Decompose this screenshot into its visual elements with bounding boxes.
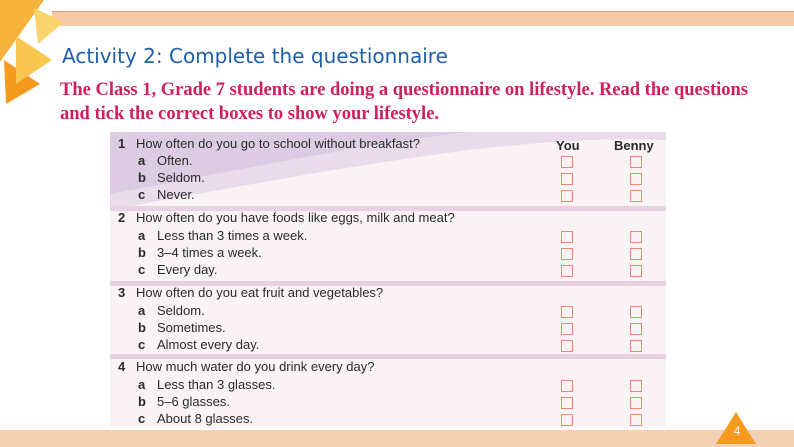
- question-number: 4: [118, 359, 126, 374]
- checkbox-you-2c[interactable]: [561, 265, 573, 277]
- question-3-text: [118, 285, 383, 300]
- checkbox-benny-1a[interactable]: [630, 156, 642, 168]
- option-letter: c: [138, 187, 146, 202]
- option-text: Often.: [157, 153, 193, 168]
- option-text: Seldom.: [157, 303, 205, 318]
- option-letter: c: [138, 411, 146, 426]
- checkbox-you-1a[interactable]: [561, 156, 573, 168]
- option-text: Every day.: [157, 262, 218, 277]
- checkbox-benny-4a[interactable]: [630, 380, 642, 392]
- question-number: 2: [118, 210, 126, 225]
- checkbox-benny-1b[interactable]: [630, 173, 642, 185]
- option-letter: b: [138, 320, 146, 335]
- checkbox-you-2b[interactable]: [561, 248, 573, 260]
- checkbox-you-1c[interactable]: [561, 190, 573, 202]
- option-2b: [138, 245, 262, 260]
- checkbox-benny-4c[interactable]: [630, 414, 642, 426]
- checkbox-you-3c[interactable]: [561, 340, 573, 352]
- question-1-text: [118, 136, 420, 151]
- page-number: 4: [733, 424, 741, 438]
- option-1c: [138, 187, 195, 202]
- option-1b: [138, 170, 205, 185]
- question-2-text: [118, 210, 455, 225]
- checkbox-you-4b[interactable]: [561, 397, 573, 409]
- option-letter: a: [138, 303, 146, 318]
- checkbox-benny-2b[interactable]: [630, 248, 642, 260]
- option-4c: [138, 411, 253, 426]
- option-3b: [138, 320, 226, 335]
- intro-text: The Class 1, Grade 7 students are doing a questionnaire on lifestyle. Read the questions and tick the correct boxes to show your lifestyle.: [60, 80, 748, 124]
- option-letter: a: [138, 377, 146, 392]
- column-header-you: You: [556, 138, 580, 153]
- option-text: Never.: [157, 187, 195, 202]
- option-text: 3–4 times a week.: [157, 245, 262, 260]
- option-text: Less than 3 glasses.: [157, 377, 276, 392]
- checkbox-you-4a[interactable]: [561, 380, 573, 392]
- checkbox-you-4c[interactable]: [561, 414, 573, 426]
- option-letter: c: [138, 337, 146, 352]
- header-bar: [52, 12, 794, 26]
- footer-bar: [0, 430, 794, 447]
- checkbox-benny-3c[interactable]: [630, 340, 642, 352]
- option-text: Less than 3 times a week.: [157, 228, 308, 243]
- option-4b: [138, 394, 230, 409]
- option-text: Almost every day.: [157, 337, 260, 352]
- question-prompt: How often do you eat fruit and vegetables?: [136, 285, 384, 300]
- option-letter: b: [138, 245, 146, 260]
- option-1a: [138, 153, 192, 168]
- question-prompt: How often do you have foods like eggs, milk and meat?: [136, 210, 455, 225]
- option-letter: a: [138, 153, 146, 168]
- checkbox-benny-3a[interactable]: [630, 306, 642, 318]
- option-2c: [138, 262, 217, 277]
- option-letter: c: [138, 262, 146, 277]
- option-3c: [138, 337, 259, 352]
- checkbox-benny-4b[interactable]: [630, 397, 642, 409]
- question-prompt: How much water do you drink every day?: [136, 359, 375, 374]
- checkbox-benny-1c[interactable]: [630, 190, 642, 202]
- column-header-benny: Benny: [614, 138, 654, 153]
- option-letter: b: [138, 170, 146, 185]
- checkbox-you-3a[interactable]: [561, 306, 573, 318]
- option-3a: [138, 303, 205, 318]
- option-text: Sometimes.: [157, 320, 226, 335]
- questionnaire-panel: [110, 132, 666, 428]
- checkbox-benny-3b[interactable]: [630, 323, 642, 335]
- option-4a: [138, 377, 276, 392]
- option-text: 5–6 glasses.: [157, 394, 230, 409]
- checkbox-benny-2c[interactable]: [630, 265, 642, 277]
- question-4-text: [118, 359, 374, 374]
- checkbox-you-1b[interactable]: [561, 173, 573, 185]
- question-prompt: How often do you go to school without breakfast?: [136, 136, 421, 151]
- activity-title: Activity 2: Complete the questionnaire: [62, 44, 448, 68]
- question-number: 1: [118, 136, 126, 151]
- checkbox-benny-2a[interactable]: [630, 231, 642, 243]
- option-text: About 8 glasses.: [157, 411, 254, 426]
- option-text: Seldom.: [157, 170, 205, 185]
- option-2a: [138, 228, 307, 243]
- option-letter: a: [138, 228, 146, 243]
- question-number: 3: [118, 285, 126, 300]
- option-letter: b: [138, 394, 146, 409]
- checkbox-you-2a[interactable]: [561, 231, 573, 243]
- checkbox-you-3b[interactable]: [561, 323, 573, 335]
